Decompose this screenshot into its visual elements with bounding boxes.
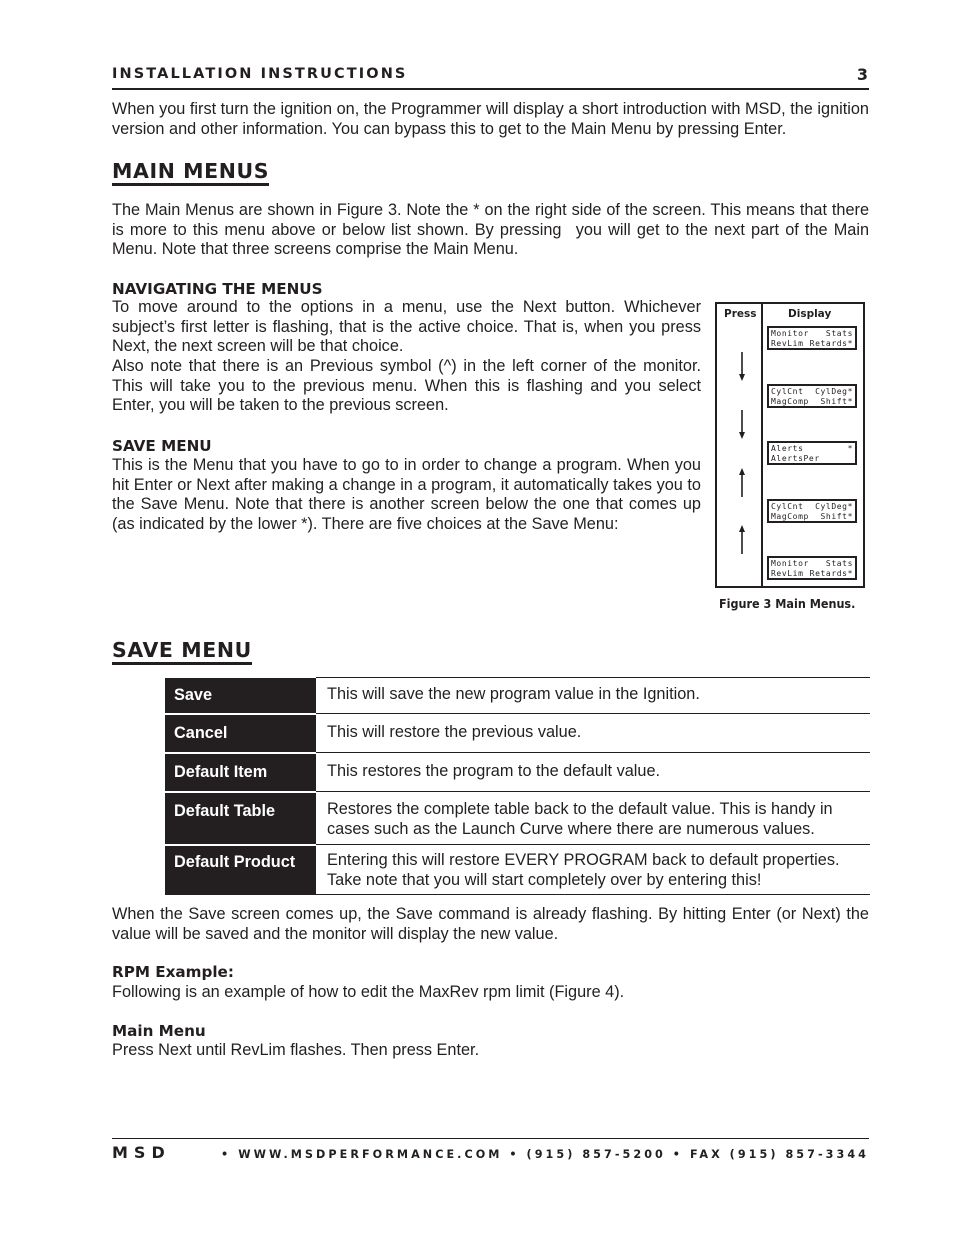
main-menus-paragraph: The Main Menus are shown in Figure 3. Note the * on the right side of the screen. This means that there is more to this menu above or below list shown. By pressing you will get to the next part of the Main Menu. Note that three screens comprise the Main Menu. xyxy=(112,201,869,259)
arrow-up-icon xyxy=(737,524,747,554)
footer-rule xyxy=(112,1138,869,1139)
option-name: Cancel xyxy=(165,714,316,753)
navigating-paragraph-1: To move around to the options in a menu, use the Next button. Whichever subject’s first letter is flashing, that is the active choice. That is, when you press Next, the next screen will be that choice. xyxy=(112,298,701,356)
option-description: Restores the complete table back to the default value. This is handy in cases such as the Launch Curve where there are numerous values. xyxy=(316,792,870,845)
header-rule xyxy=(112,88,869,90)
table-row xyxy=(165,792,870,845)
figure-press-header: Press xyxy=(724,308,757,320)
lcd-text: MagComp xyxy=(771,397,809,406)
table-row xyxy=(165,714,870,753)
lcd-text: Shift* xyxy=(820,397,853,406)
option-name: Default Item xyxy=(165,753,316,792)
option-description: Entering this will restore EVERY PROGRAM back to default properties. Take note that you will start completely over by entering this! xyxy=(316,845,870,895)
lcd-text: MagComp xyxy=(771,512,809,521)
figure-caption: Figure 3 Main Menus. xyxy=(719,597,856,611)
main-menu-heading: Main Menu xyxy=(112,1022,206,1040)
save-screen-paragraph: When the Save screen comes up, the Save command is already flashing. By hitting Enter (or Next) the value will be saved and the monitor will display the new value. xyxy=(112,905,869,943)
option-name: Default Table xyxy=(165,792,316,845)
navigating-paragraph-2: Also note that there is an Previous symbol (^) in the left corner of the monitor. This will take you to the previous menu. When this is flashing and you select Enter, you will be taken to the previous screen. xyxy=(112,357,701,415)
table-row xyxy=(165,845,870,895)
lcd-screen-3 xyxy=(767,441,857,465)
save-menu-heading: SAVE MENU xyxy=(112,639,252,665)
option-name: Save xyxy=(165,678,316,714)
lcd-screen-1 xyxy=(767,326,857,350)
page-number: 3 xyxy=(856,65,868,84)
lcd-text: Stats xyxy=(825,329,853,338)
main-menu-paragraph: Press Next until RevLim flashes. Then press Enter. xyxy=(112,1041,480,1059)
lcd-screen-5 xyxy=(767,556,857,580)
lcd-text: Monitor xyxy=(771,329,809,338)
arrow-down-icon xyxy=(737,410,747,440)
lcd-text: CylCnt xyxy=(771,387,804,396)
lcd-text: Stats xyxy=(825,559,853,568)
option-description: This restores the program to the default value. xyxy=(316,753,870,792)
option-name: Default Product xyxy=(165,845,316,895)
page-footer xyxy=(112,1143,869,1162)
intro-paragraph: When you first turn the ignition on, the Programmer will display a short introduction with MSD, the ignition version and other information. You can bypass this to get to the Main Menu by pressing Enter. xyxy=(112,100,869,138)
main-menus-heading: MAIN MENUS xyxy=(112,160,269,186)
table-row xyxy=(165,678,870,714)
option-description: This will save the new program value in the Ignition. xyxy=(316,678,870,714)
lcd-text: Alerts xyxy=(771,444,804,453)
lcd-text: Monitor xyxy=(771,559,809,568)
save-menu-table xyxy=(165,677,870,895)
footer-contact: • WWW.MSDPERFORMANCE.COM • (915) 857-5200 • FAX (915) 857-3344 xyxy=(221,1148,869,1161)
navigating-heading: NAVIGATING THE MENUS xyxy=(112,280,323,298)
lcd-text: AlertsPer xyxy=(771,454,820,463)
lcd-text: CylDeg* xyxy=(815,502,853,511)
table-row xyxy=(165,753,870,792)
lcd-text: RevLim xyxy=(771,339,804,348)
lcd-text: Retards* xyxy=(809,569,853,578)
arrow-down-icon xyxy=(737,352,747,382)
lcd-text: * xyxy=(847,444,853,453)
lcd-screen-2 xyxy=(767,384,857,408)
page-header-title: INSTALLATION INSTRUCTIONS xyxy=(112,66,408,82)
footer-brand: MSD xyxy=(112,1143,171,1162)
save-menu-intro-paragraph: This is the Menu that you have to go to in order to change a program. When you hit Enter or Next after making a change in a program, it automatically takes you to the Save Menu. Note that there is another screen below the one that comes up (as indicated by the lower *). There are five choices at the Save Menu: xyxy=(112,456,701,533)
lcd-text: CylCnt xyxy=(771,502,804,511)
lcd-text: CylDeg* xyxy=(815,387,853,396)
save-menu-subheading: SAVE MENU xyxy=(112,437,212,455)
lcd-text: RevLim xyxy=(771,569,804,578)
figure-display-header: Display xyxy=(788,308,832,320)
rpm-example-paragraph: Following is an example of how to edit the MaxRev rpm limit (Figure 4). xyxy=(112,983,625,1001)
lcd-text: Retards* xyxy=(809,339,853,348)
figure-main-menus xyxy=(715,302,865,588)
lcd-screen-4 xyxy=(767,499,857,523)
arrow-up-icon xyxy=(737,467,747,497)
rpm-example-heading: RPM Example: xyxy=(112,963,234,981)
lcd-text: Shift* xyxy=(820,512,853,521)
option-description: This will restore the previous value. xyxy=(316,714,870,753)
